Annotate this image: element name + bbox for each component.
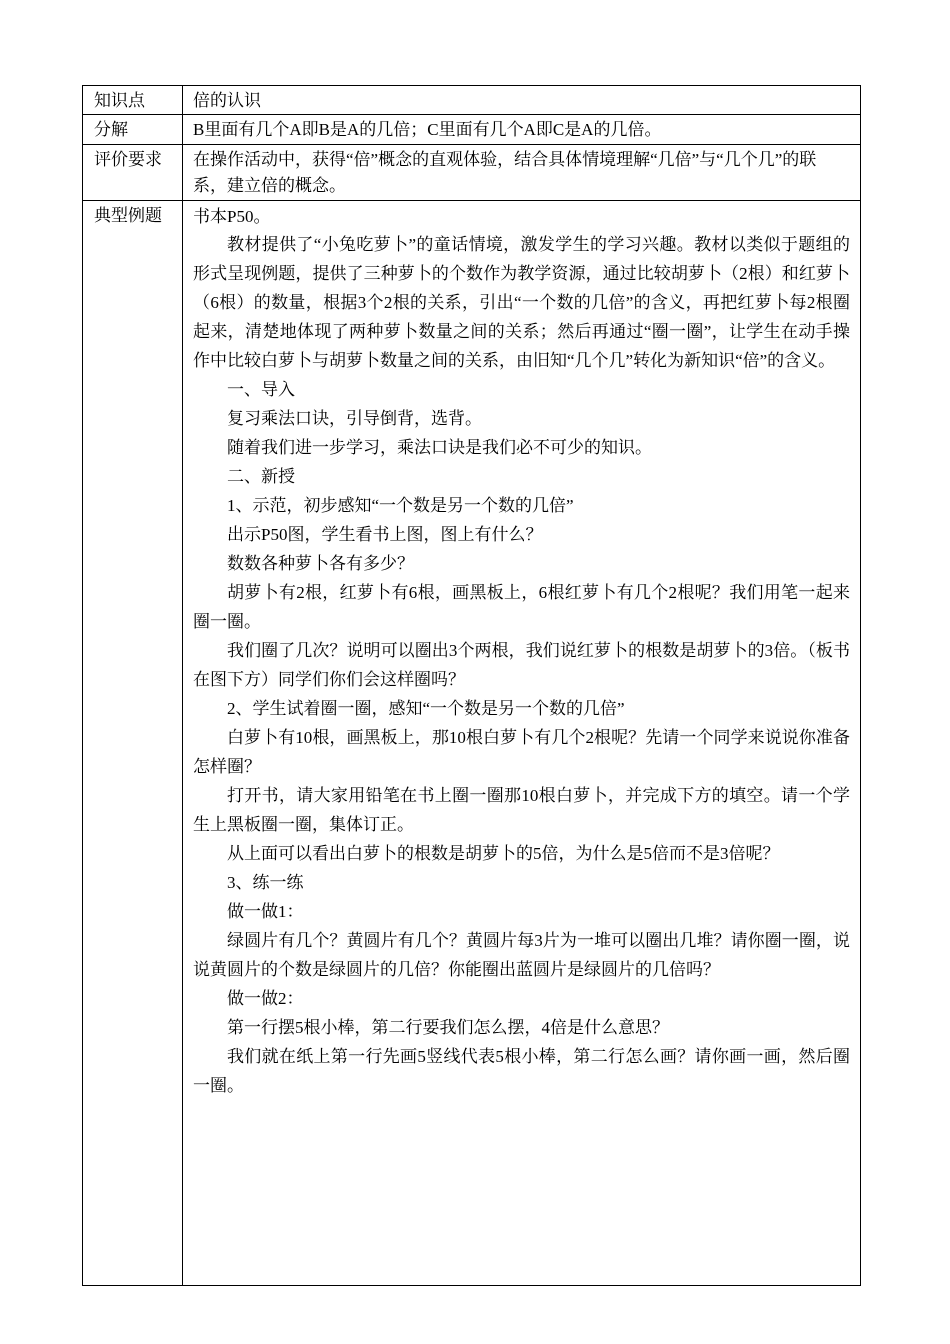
lesson-plan-table bbox=[82, 85, 861, 1286]
example-paragraph: 打开书，请大家用铅笔在书上圈一圈那10根白萝卜，并完成下方的填空。请一个学生上黑板圈一圈，集体订正。 bbox=[193, 786, 850, 834]
content-typical-example bbox=[183, 201, 861, 1286]
example-paragraph: 从上面可以看出白萝卜的根数是胡萝卜的5倍，为什么是5倍而不是3倍呢？ bbox=[227, 844, 780, 863]
content-knowledge-point: 倍的认识 bbox=[183, 86, 861, 115]
content-decomposition: B里面有几个A即B是A的几倍；C里面有几个A即C是A的几倍。 bbox=[183, 115, 861, 145]
example-paragraph: 一、导入 bbox=[227, 380, 295, 399]
example-paragraph: 数数各种萝卜各有多少？ bbox=[227, 554, 414, 573]
example-paragraph: 随着我们进一步学习，乘法口诀是我们必不可少的知识。 bbox=[227, 438, 652, 457]
table-row-typical-example bbox=[83, 201, 861, 1286]
example-paragraph: 我们圈了几次？说明可以圈出3个两根，我们说红萝卜的根数是胡萝卜的3倍。（板书在图下方）同学们你们会这样圈吗？ bbox=[193, 641, 850, 689]
table-row-evaluation-requirement bbox=[83, 145, 861, 201]
example-paragraph: 3、练一练 bbox=[227, 873, 304, 892]
example-paragraph: 2、学生试着圈一圈，感知“一个数是另一个数的几倍” bbox=[227, 699, 625, 718]
example-paragraph: 我们就在纸上第一行先画5竖线代表5根小棒，第二行怎么画？请你画一画，然后圈一圈。 bbox=[193, 1047, 850, 1095]
example-paragraph: 第一行摆5根小棒，第二行要我们怎么摆，4倍是什么意思？ bbox=[227, 1018, 669, 1037]
label-knowledge-point: 知识点 bbox=[83, 86, 183, 115]
example-paragraph: 胡萝卜有2根，红萝卜有6根，画黑板上，6根红萝卜有几个2根呢？我们用笔一起来圈一圈。 bbox=[193, 583, 850, 631]
example-paragraph: 做一做2： bbox=[227, 989, 304, 1008]
label-decomposition: 分解 bbox=[83, 115, 183, 145]
example-paragraph: 做一做1： bbox=[227, 902, 304, 921]
example-paragraph: 二、新授 bbox=[227, 467, 295, 486]
example-paragraph: 绿圆片有几个？黄圆片有几个？黄圆片每3片为一堆可以圈出几堆？请你圈一圈，说说黄圆片的个数是绿圆片的几倍？你能圈出蓝圆片是绿圆片的几倍吗？ bbox=[193, 931, 850, 979]
table-row-decomposition bbox=[83, 115, 861, 145]
example-paragraph: 出示P50图，学生看书上图，图上有什么？ bbox=[227, 525, 543, 544]
example-source-line: 书本P50。 bbox=[193, 207, 271, 226]
table-row-knowledge-point bbox=[83, 86, 861, 115]
label-typical-example: 典型例题 bbox=[83, 201, 183, 1286]
example-paragraph: 教材提供了“小兔吃萝卜”的童话情境，激发学生的学习兴趣。教材以类似于题组的形式呈现例题，提供了三种萝卜的个数作为教学资源，通过比较胡萝卜（2根）和红萝卜（6根）的数量，根据3个2根的关系，引出“一个数的几倍”的含义，再把红萝卜每2根圈起来，清楚地体现了两种萝卜数量之间的关系；然后再通过“圈一圈”，让学生在动手操作中比较白萝卜与胡萝卜数量之间的关系，由旧知“几个几”转化为新知识“倍”的含义。 bbox=[193, 235, 850, 370]
label-evaluation-requirement: 评价要求 bbox=[83, 145, 183, 201]
example-paragraph: 复习乘法口诀，引导倒背，选背。 bbox=[227, 409, 482, 428]
example-paragraph: 1、示范，初步感知“一个数是另一个数的几倍” bbox=[227, 496, 574, 515]
example-paragraph: 白萝卜有10根，画黑板上，那10根白萝卜有几个2根呢？先请一个同学来说说你准备怎样圈？ bbox=[193, 728, 850, 776]
content-evaluation-requirement: 在操作活动中，获得“倍”概念的直观体验，结合具体情境理解“几倍”与“几个几”的联系，建立倍的概念。 bbox=[183, 145, 861, 201]
